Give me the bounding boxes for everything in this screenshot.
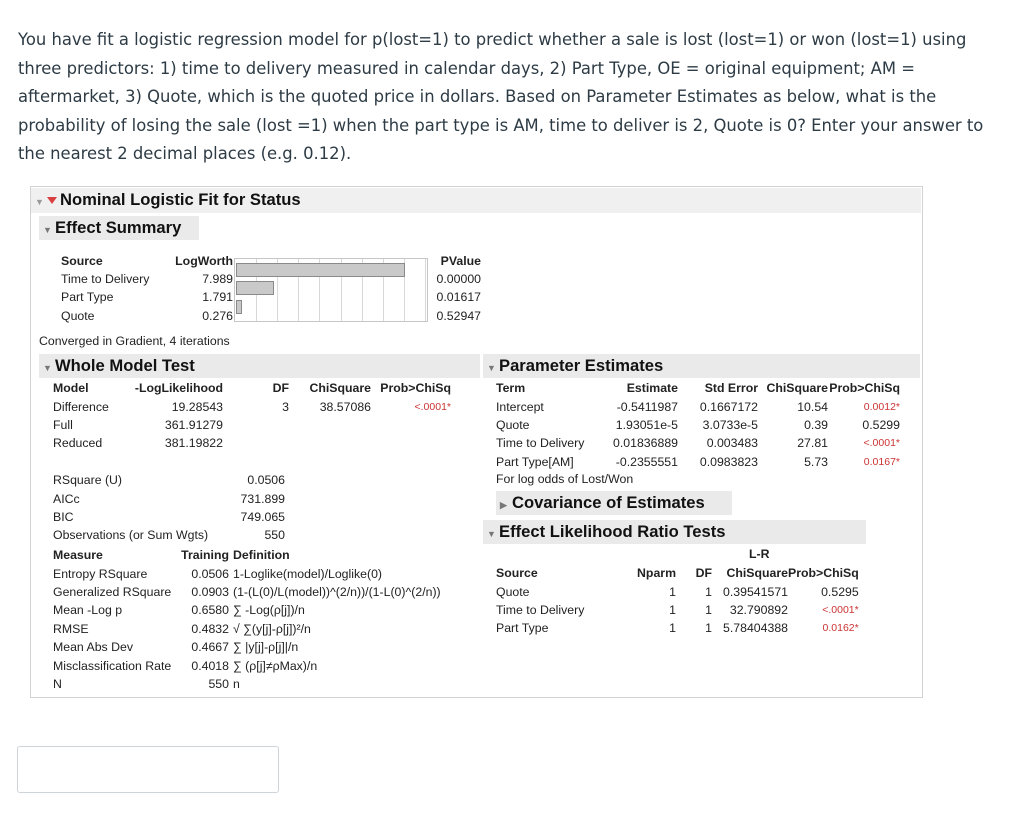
table-cell: 0.5299	[862, 417, 900, 432]
table-cell: 19.28543	[171, 399, 223, 414]
table-cell: 749.065	[240, 509, 285, 524]
table-row	[496, 619, 859, 637]
header-cell: Estimate	[626, 381, 678, 396]
es-logworth-cell: 7.989	[202, 272, 233, 286]
table-cell: Part Type	[496, 621, 549, 636]
table-cell: 0.1667172	[699, 399, 758, 414]
table-cell: (1-(L(0)/L(model))^(2/n))/(1-L(0)^(2/n))	[233, 584, 441, 599]
parameter-estimates-header[interactable]	[483, 354, 920, 378]
header-cell: Model	[53, 381, 89, 396]
lr-label: L-R	[749, 547, 770, 561]
whole-model-title: Whole Model Test	[55, 356, 195, 375]
table-row	[53, 583, 519, 601]
table-cell: 0.39541571	[723, 584, 788, 599]
covariance-title: Covariance of Estimates	[512, 493, 705, 512]
chart-gridline	[425, 259, 426, 321]
header-cell: ChiSquare	[726, 566, 788, 581]
table-cell: 5.78404388	[723, 621, 788, 636]
header-cell: Source	[496, 566, 538, 581]
table-header-row	[53, 546, 519, 564]
table-cell: 1	[669, 621, 676, 636]
table-cell: 1	[705, 602, 712, 617]
header-cell: Prob>ChiSq	[380, 381, 451, 396]
table-cell: 550	[264, 528, 285, 543]
table-cell: Observations (or Sum Wgts)	[53, 528, 209, 543]
table-header-row	[53, 379, 451, 397]
table-cell: Quote	[496, 584, 530, 599]
es-pvalue-cell: 0.01617	[436, 290, 481, 305]
table-cell: Generalized RSquare	[53, 584, 172, 599]
disclosure-closed-icon[interactable]: ▶	[500, 500, 507, 510]
table-cell: 0.0506	[191, 566, 229, 581]
jmp-report-panel	[30, 186, 923, 698]
table-row	[53, 601, 519, 619]
table-row	[53, 656, 519, 674]
table-cell	[289, 434, 371, 452]
es-source-cell: Quote	[61, 308, 95, 323]
table-row	[53, 675, 519, 693]
table-cell: N	[53, 676, 62, 691]
table-cell: -0.5411987	[616, 399, 678, 414]
logworth-bar-chart	[234, 258, 428, 322]
table-cell	[371, 416, 451, 434]
table-cell: 0.003483	[706, 436, 758, 451]
es-header-pvalue: PValue	[440, 254, 481, 268]
table-cell: 0.4018	[191, 658, 229, 673]
collapse-icon[interactable]: ▼	[35, 197, 44, 207]
table-cell: 0.4667	[191, 640, 229, 655]
table-cell: 0.39	[804, 417, 828, 432]
table-cell: 10.54	[797, 399, 828, 414]
answer-input[interactable]	[17, 746, 279, 793]
logworth-bar	[236, 281, 274, 295]
table-cell: 0.0167*	[863, 455, 900, 468]
header-cell: Nparm	[637, 566, 676, 581]
table-cell: 381.19822	[164, 436, 223, 451]
table-cell: 1	[705, 584, 712, 599]
table-cell: 1	[669, 584, 676, 599]
table-cell: 32.790892	[729, 602, 788, 617]
report-title: Nominal Logistic Fit for Status	[60, 190, 301, 209]
question-text: You have fit a logistic regression model for p(lost=1) to predict whether a sale is lost (lost=1) or won (lost=1) using three predictors: 1) time to delivery measured in calendar days, 2) Part Type, OE = original equipment; AM = aftermarket, 3) Quote, which is the quoted price in dollars. Based on Parameter Estimates as below, what is the probability of losing the sale (lost =1) when the part type is AM, time to deliver is 2, Quote is 0? Enter your answer to the nearest 2 decimal places (e.g. 0.12).	[18, 30, 984, 163]
table-cell: AICc	[53, 491, 80, 506]
header-cell: Training	[181, 548, 229, 563]
table-cell: <.0001*	[414, 400, 451, 413]
whole-model-table	[53, 379, 451, 453]
table-row	[53, 508, 285, 526]
table-cell: 27.81	[797, 436, 828, 451]
table-cell: 3.0733e-5	[702, 417, 758, 432]
header-cell: DF	[695, 566, 712, 581]
table-cell: 550	[208, 676, 229, 691]
header-cell: Term	[496, 381, 526, 396]
table-cell: Difference	[53, 399, 109, 414]
table-cell: Time to Delivery	[496, 602, 585, 617]
es-logworth-cell: 0.276	[202, 308, 233, 323]
table-row	[53, 526, 285, 544]
table-cell: Time to Delivery	[496, 436, 585, 451]
table-row	[53, 638, 519, 656]
es-source-cell: Time to Delivery	[61, 272, 150, 286]
table-cell: Mean -Log p	[53, 603, 123, 618]
table-cell: RSquare (U)	[53, 473, 123, 488]
table-cell	[223, 434, 289, 452]
converged-note: Converged in Gradient, 4 iterations	[39, 334, 230, 348]
table-cell: 38.57086	[319, 399, 371, 414]
table-cell: 5.73	[804, 454, 828, 469]
es-pvalue-cell: 0.00000	[436, 272, 481, 286]
disclosure-open-icon[interactable]: ▼	[487, 363, 496, 373]
table-cell: 1-Loglike(model)/Loglike(0)	[233, 566, 382, 581]
table-cell: 0.4832	[191, 621, 229, 636]
table-row	[496, 416, 900, 434]
table-cell: Reduced	[53, 436, 103, 451]
table-cell: 0.01836889	[613, 436, 678, 451]
table-cell: 1	[669, 602, 676, 617]
es-header-logworth: LogWorth	[175, 254, 233, 268]
parameter-estimates-title: Parameter Estimates	[499, 356, 664, 375]
effect-lr-table	[496, 564, 859, 638]
effect-summary-header[interactable]	[39, 216, 199, 240]
table-cell: <.0001*	[863, 437, 900, 450]
parameter-estimates-table	[496, 379, 900, 471]
table-header-row	[496, 564, 859, 582]
table-cell: Misclassification Rate	[53, 658, 172, 673]
table-cell: 0.0012*	[863, 400, 900, 413]
header-cell: -LogLikelihood	[134, 381, 223, 396]
disclosure-open-icon[interactable]: ▼	[43, 225, 52, 235]
table-cell	[371, 434, 451, 452]
table-cell: 1.93051e-5	[615, 417, 678, 432]
table-row	[53, 434, 451, 452]
table-row	[496, 434, 900, 452]
table-row	[496, 582, 859, 600]
table-cell: RMSE	[53, 621, 89, 636]
header-cell: ChiSquare	[309, 381, 371, 396]
red-triangle-menu-icon[interactable]	[47, 197, 57, 204]
table-cell: ∑ -Log(ρ[j])/n	[233, 603, 305, 618]
measures-table	[53, 546, 519, 693]
table-cell: 0.6580	[191, 603, 229, 618]
table-cell: Intercept	[496, 399, 544, 414]
header-cell: DF	[272, 381, 289, 396]
table-cell: 0.0903	[191, 584, 229, 599]
table-row	[53, 620, 519, 638]
disclosure-open-icon[interactable]: ▼	[487, 529, 496, 539]
table-cell	[289, 416, 371, 434]
log-odds-note: For log odds of Lost/Won	[496, 472, 634, 486]
table-row	[496, 601, 859, 619]
table-cell: 361.91279	[164, 417, 223, 432]
table-cell: √ ∑(y[j]-ρ[j])²/n	[233, 621, 311, 636]
table-cell: Full	[53, 417, 73, 432]
report-title-bar[interactable]	[31, 188, 921, 213]
effect-lr-header[interactable]	[483, 520, 866, 544]
effect-summary-title: Effect Summary	[55, 218, 182, 237]
table-row	[53, 397, 451, 415]
table-cell: BIC	[53, 509, 74, 524]
table-cell: <.0001*	[822, 603, 859, 616]
whole-model-header[interactable]	[39, 354, 480, 378]
table-cell: ∑ (ρ[j]≠ρMax)/n	[233, 658, 318, 673]
table-row	[53, 471, 285, 489]
table-header-row	[496, 379, 900, 397]
table-cell	[223, 416, 289, 434]
table-cell: 731.899	[240, 491, 285, 506]
logworth-bar	[236, 263, 405, 277]
table-cell: 0.5295	[821, 584, 859, 599]
table-cell: Mean Abs Dev	[53, 640, 133, 655]
header-cell: Std Error	[704, 381, 758, 396]
logworth-bar	[236, 300, 242, 314]
table-cell: -0.2355551	[615, 454, 678, 469]
table-cell: Part Type[AM]	[496, 454, 574, 469]
table-row	[53, 564, 519, 582]
effect-lr-title: Effect Likelihood Ratio Tests	[499, 522, 726, 541]
table-cell: Entropy RSquare	[53, 566, 148, 581]
es-pvalue-cell: 0.52947	[436, 308, 481, 323]
table-cell: ∑ |y[j]-ρ[j]|/n	[233, 640, 299, 655]
table-row	[53, 416, 451, 434]
table-cell: 0.0983823	[699, 454, 758, 469]
header-cell: Prob>ChiSq	[788, 566, 859, 581]
table-cell: Quote	[496, 417, 530, 432]
header-cell: Prob>ChiSq	[829, 381, 900, 396]
table-cell: 0.0506	[247, 473, 285, 488]
header-cell: Measure	[53, 548, 103, 563]
table-row	[496, 397, 900, 415]
table-cell: 1	[705, 621, 712, 636]
table-cell: 3	[282, 399, 289, 414]
table-cell: n	[233, 676, 240, 691]
header-cell: ChiSquare	[766, 381, 828, 396]
es-logworth-cell: 1.791	[202, 290, 233, 305]
es-source-cell: Part Type	[61, 290, 114, 305]
header-cell: Definition	[233, 548, 290, 563]
table-row	[53, 489, 285, 507]
table-row	[496, 453, 900, 471]
covariance-header[interactable]	[496, 491, 732, 515]
es-header-source: Source	[61, 254, 103, 268]
disclosure-open-icon[interactable]: ▼	[43, 363, 52, 373]
table-cell: 0.0162*	[822, 622, 859, 635]
whole-model-stats	[53, 471, 285, 545]
